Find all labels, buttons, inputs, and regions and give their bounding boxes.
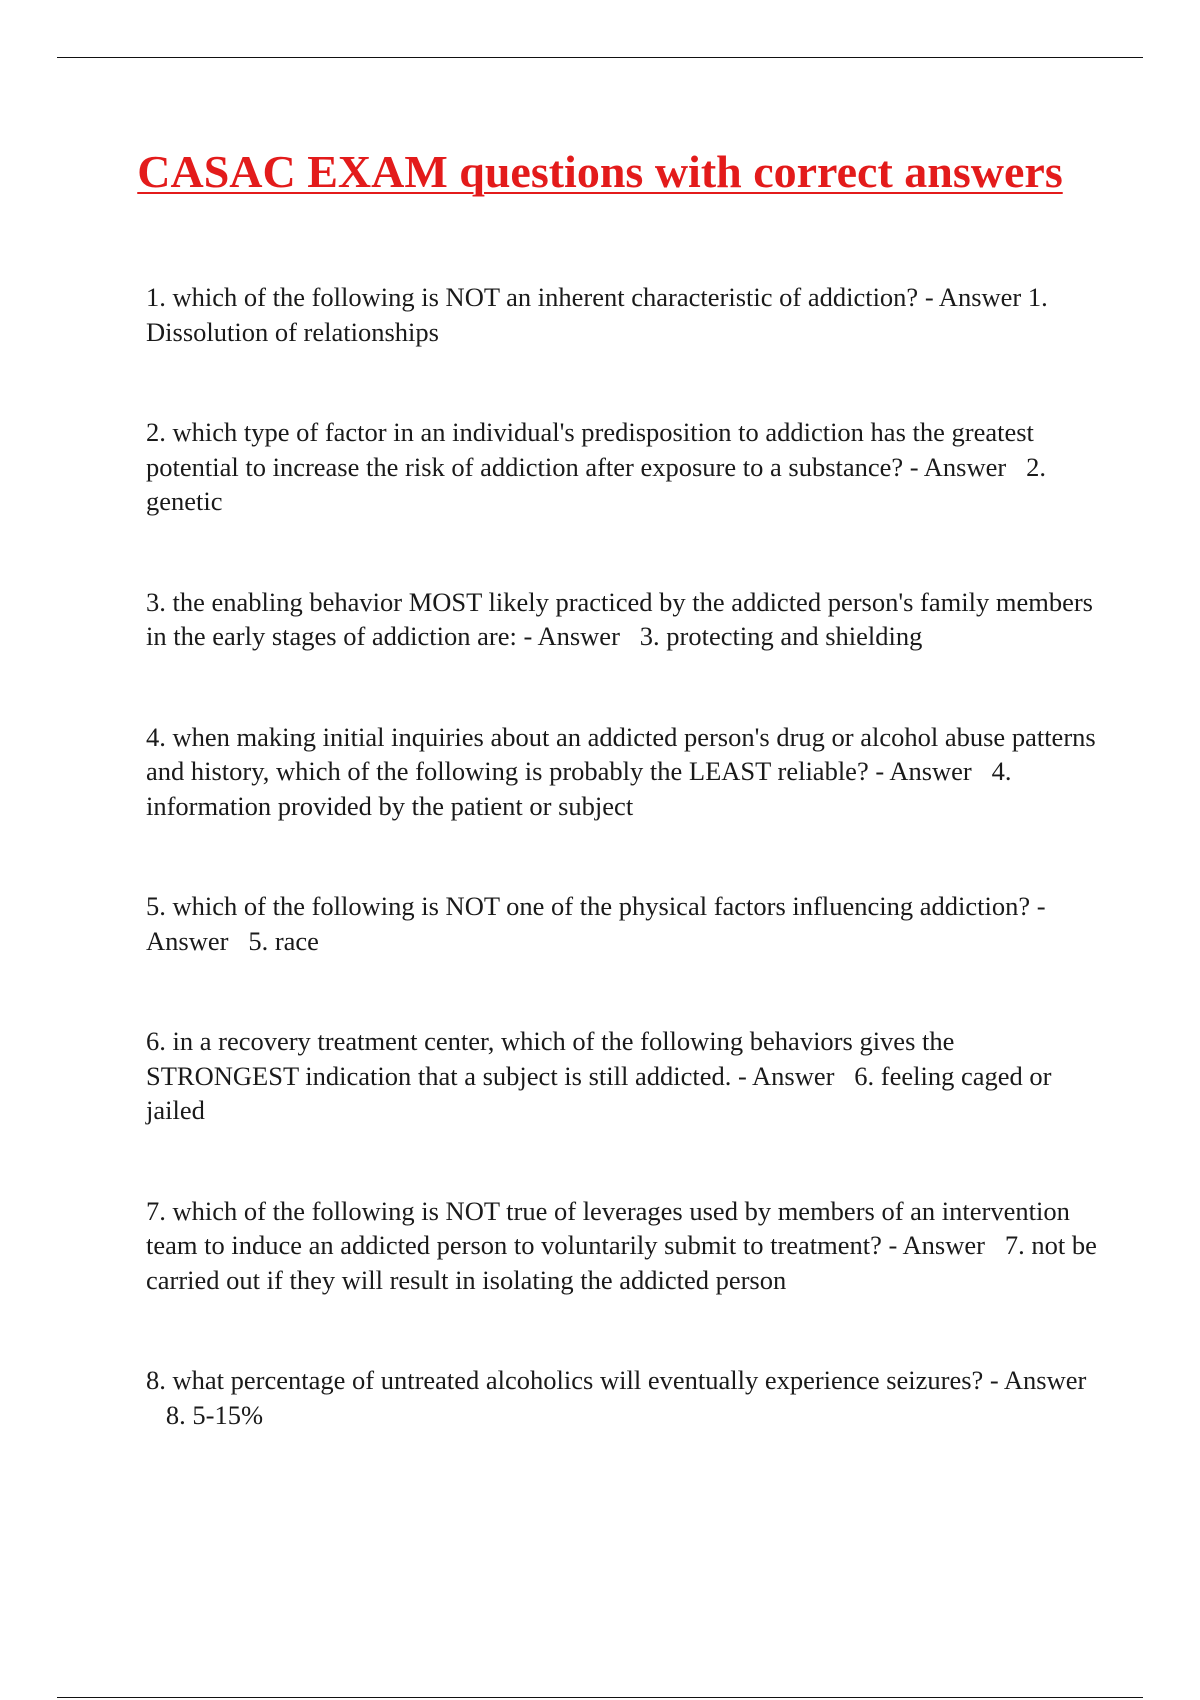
question-text: 1. which of the following is NOT an inherent characteristic of addiction? - Answer [146,282,1022,312]
answer-text: 3. protecting and shielding [639,621,923,651]
answer-text: 5. race [248,925,319,956]
question-text: 3. the enabling behavior MOST likely practiced by the addicted person's family members in the early stages of addiction are: - Answer [146,586,1093,651]
qa-item-1 [146,280,1106,349]
question-text: 8. what percentage of untreated alcoholics will eventually experience seizures? - Answer [146,1365,1087,1395]
qa-list [146,280,1106,1498]
document-title: CASAC EXAM questions with correct answers [137,146,1063,197]
question-text: 4. when making initial inquiries about an addicted person's drug or alcohol abuse patterns and history, which of the following is probably the LEAST reliable? - Answer [146,721,1096,786]
top-divider [57,57,1143,58]
answer-text: 6. feeling caged or jailed [146,1060,1052,1125]
answer-text: 7. not be carried out if they will result in isolating the addicted person [146,1230,1097,1295]
answer-text: 4. information provided by the patient or subject [146,756,1012,821]
question-text: 2. which type of factor in an individual's predisposition to addiction has the greatest potential to increase the risk of addiction after exposure to a substance? - Answer [146,417,1034,482]
answer-text: 1. Dissolution of relationships [146,282,1048,347]
qa-item-3 [146,585,1106,654]
question-text: 7. which of the following is NOT true of leverages used by members of an intervention team to induce an addicted person to voluntarily submit to treatment? - Answer [146,1195,1070,1260]
qa-item-4 [146,720,1106,824]
qa-item-7 [146,1194,1106,1298]
question-text: 5. which of the following is NOT one of the physical factors influencing addiction? - Answer [146,891,1046,956]
qa-item-6 [146,1024,1106,1128]
qa-item-5 [146,889,1106,958]
question-text: 6. in a recovery treatment center, which of the following behaviors gives the STRONGEST indication that a subject is still addicted. - Answer [146,1026,955,1091]
answer-text: 8. 5-15% [165,1399,264,1430]
qa-item-8 [146,1363,1106,1432]
bottom-divider [57,1697,1143,1698]
answer-text: 2. genetic [146,451,1046,516]
qa-item-2 [146,415,1106,519]
